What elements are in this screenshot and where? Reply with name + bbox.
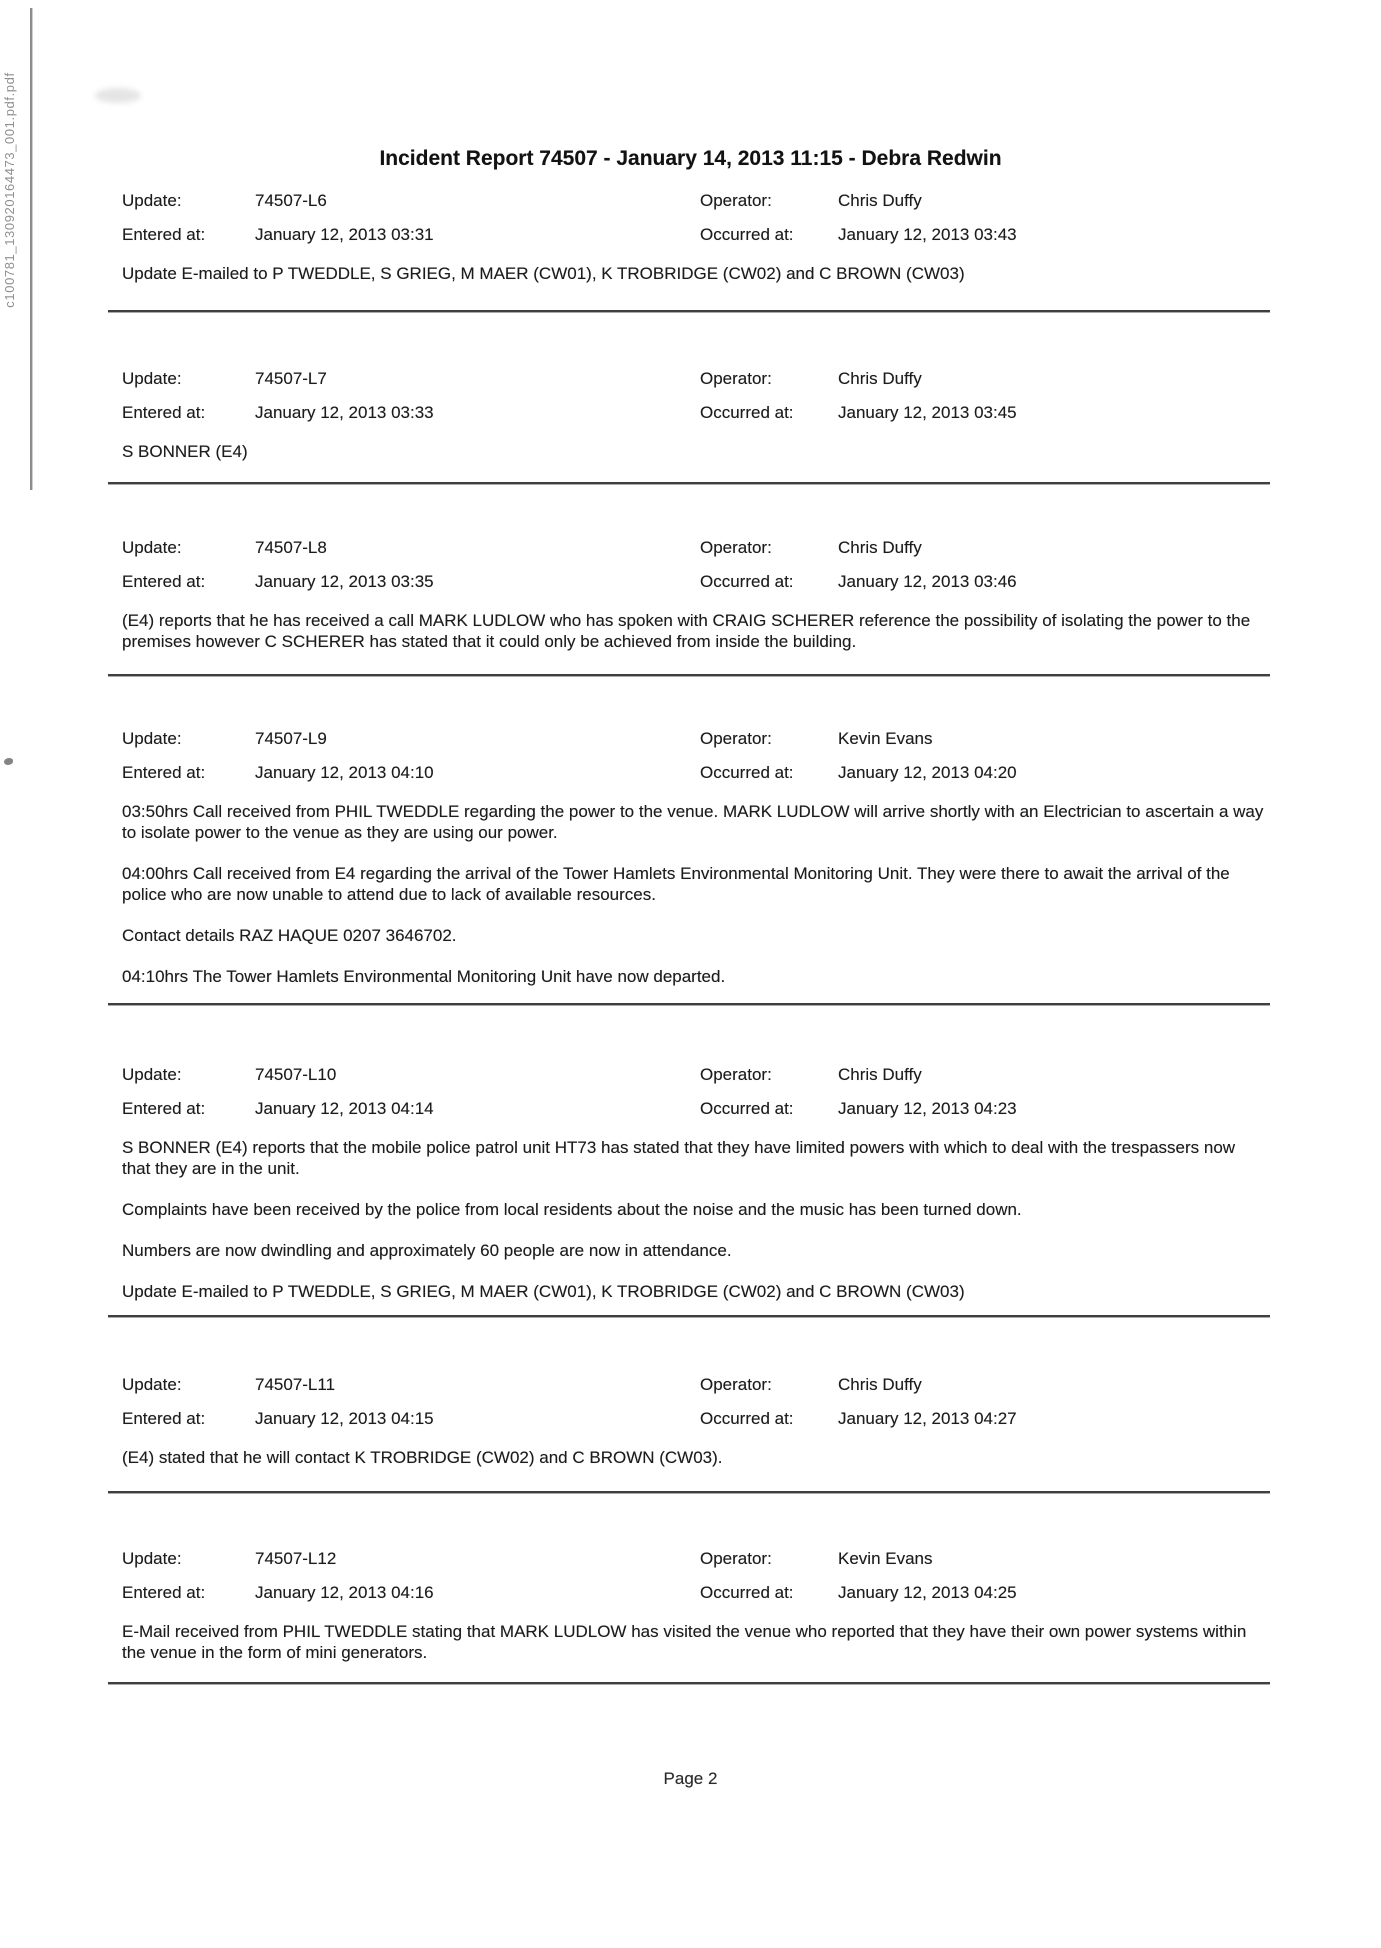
occurred-at-value: January 12, 2013 04:27	[838, 1409, 1017, 1428]
entry-body	[122, 441, 1268, 482]
operator-value: Chris Duffy	[838, 191, 922, 210]
update-value: 74507-L12	[255, 1549, 337, 1568]
operator-label: Operator:	[700, 1065, 772, 1084]
entered-at-label: Entered at:	[122, 225, 206, 244]
occurred-at-label: Occurred at:	[700, 403, 794, 422]
update-entry-l10	[100, 1064, 1270, 1301]
entered-at-label: Entered at:	[122, 1583, 206, 1602]
operator-value: Chris Duffy	[838, 1065, 922, 1084]
entered-at-value: January 12, 2013 03:35	[255, 572, 434, 591]
entered-at-value: January 12, 2013 04:14	[255, 1099, 434, 1118]
scan-speck	[4, 758, 13, 765]
operator-value: Kevin Evans	[838, 1549, 933, 1568]
entry-body	[122, 1621, 1268, 1683]
operator-value: Chris Duffy	[838, 369, 922, 388]
section-divider	[108, 1315, 1270, 1318]
occurred-at-label: Occurred at:	[700, 225, 794, 244]
entry-paragraph: S BONNER (E4)	[122, 442, 248, 461]
update-label: Update:	[122, 1375, 182, 1394]
entry-paragraph: Update E-mailed to P TWEDDLE, S GRIEG, M MAER (CW01), K TROBRIDGE (CW02) and C BROWN (CW03)	[122, 264, 965, 283]
update-value: 74507-L11	[255, 1375, 336, 1394]
update-label: Update:	[122, 538, 182, 557]
entry-body	[122, 1447, 1268, 1488]
scan-edge-line	[30, 8, 32, 490]
entry-body	[122, 801, 1268, 1007]
operator-label: Operator:	[700, 369, 772, 388]
entry-paragraph: S BONNER (E4) reports that the mobile police patrol unit HT73 has stated that they have limited powers with which to deal with the trespassers now that they are in the unit.	[122, 1138, 1236, 1178]
occurred-at-value: January 12, 2013 04:23	[838, 1099, 1017, 1118]
occurred-at-label: Occurred at:	[700, 1583, 794, 1602]
entered-at-label: Entered at:	[122, 1409, 206, 1428]
scan-smudge	[95, 88, 141, 103]
entry-paragraph: E-Mail received from PHIL TWEDDLE stating that MARK LUDLOW has visited the venue who reported that they have their own power systems within the venue in the form of mini generators.	[122, 1622, 1247, 1662]
update-value: 74507-L7	[255, 369, 327, 388]
entered-at-label: Entered at:	[122, 1099, 206, 1118]
operator-label: Operator:	[700, 1375, 772, 1394]
section-divider	[108, 1682, 1270, 1685]
update-entry-l11	[100, 1374, 1270, 1467]
update-entry-l9	[100, 728, 1270, 986]
occurred-at-value: January 12, 2013 03:43	[838, 225, 1017, 244]
operator-label: Operator:	[700, 538, 772, 557]
operator-value: Kevin Evans	[838, 729, 933, 748]
update-entry-l7	[100, 368, 1270, 461]
update-value: 74507-L6	[255, 191, 327, 210]
section-divider	[108, 1003, 1270, 1006]
sidebar-filename: c100781_130920164473_001.pdf.pdf	[2, 72, 17, 308]
entered-at-value: January 12, 2013 04:15	[255, 1409, 434, 1428]
update-value: 74507-L9	[255, 729, 327, 748]
operator-label: Operator:	[700, 191, 772, 210]
occurred-at-label: Occurred at:	[700, 763, 794, 782]
update-value: 74507-L10	[255, 1065, 337, 1084]
entry-paragraph: (E4) stated that he will contact K TROBRIDGE (CW02) and C BROWN (CW03).	[122, 1448, 723, 1467]
section-divider	[108, 674, 1270, 677]
section-divider	[108, 482, 1270, 485]
update-label: Update:	[122, 729, 182, 748]
update-entry-l8	[100, 537, 1270, 651]
entered-at-value: January 12, 2013 03:31	[255, 225, 434, 244]
occurred-at-value: January 12, 2013 04:20	[838, 763, 1017, 782]
report-title: Incident Report 74507 - January 14, 2013 11:15 - Debra Redwin	[379, 147, 1002, 170]
update-label: Update:	[122, 1065, 182, 1084]
update-label: Update:	[122, 191, 182, 210]
entered-at-value: January 12, 2013 03:33	[255, 403, 434, 422]
entered-at-label: Entered at:	[122, 572, 206, 591]
occurred-at-value: January 12, 2013 03:45	[838, 403, 1017, 422]
update-label: Update:	[122, 1549, 182, 1568]
entry-body	[122, 263, 1268, 304]
occurred-at-label: Occurred at:	[700, 572, 794, 591]
entry-paragraph: Complaints have been received by the police from local residents about the noise and the music has been turned down.	[122, 1200, 1022, 1219]
entered-at-label: Entered at:	[122, 763, 206, 782]
update-value: 74507-L8	[255, 538, 327, 557]
operator-label: Operator:	[700, 1549, 772, 1568]
entry-paragraph: Numbers are now dwindling and approximately 60 people are now in attendance.	[122, 1241, 732, 1260]
entry-body	[122, 610, 1268, 672]
entry-paragraph: 04:00hrs Call received from E4 regarding the arrival of the Tower Hamlets Environmental Monitoring Unit. They were there to await the arrival of the police who are now unable to attend due to lack of available resources.	[122, 864, 1230, 904]
entry-paragraph: Update E-mailed to P TWEDDLE, S GRIEG, M MAER (CW01), K TROBRIDGE (CW02) and C BROWN (CW03)	[122, 1282, 965, 1301]
section-divider	[108, 1491, 1270, 1494]
operator-label: Operator:	[700, 729, 772, 748]
section-divider	[108, 310, 1270, 313]
entered-at-label: Entered at:	[122, 403, 206, 422]
occurred-at-label: Occurred at:	[700, 1409, 794, 1428]
entry-paragraph: 03:50hrs Call received from PHIL TWEDDLE regarding the power to the venue. MARK LUDLOW will arrive shortly with an Electrician to ascertain a way to isolate power to the venue as they are using our power.	[122, 802, 1264, 842]
entered-at-value: January 12, 2013 04:10	[255, 763, 434, 782]
occurred-at-label: Occurred at:	[700, 1099, 794, 1118]
entered-at-value: January 12, 2013 04:16	[255, 1583, 434, 1602]
entry-body	[122, 1137, 1268, 1322]
update-entry-l6	[100, 190, 1270, 283]
operator-value: Chris Duffy	[838, 538, 922, 557]
occurred-at-value: January 12, 2013 03:46	[838, 572, 1017, 591]
page-number: Page 2	[663, 1769, 718, 1788]
update-label: Update:	[122, 369, 182, 388]
update-entry-l12	[100, 1548, 1270, 1662]
operator-value: Chris Duffy	[838, 1375, 922, 1394]
entry-paragraph: 04:10hrs The Tower Hamlets Environmental Monitoring Unit have now departed.	[122, 967, 726, 986]
entry-paragraph: Contact details RAZ HAQUE 0207 3646702.	[122, 926, 457, 945]
occurred-at-value: January 12, 2013 04:25	[838, 1583, 1017, 1602]
entry-paragraph: (E4) reports that he has received a call MARK LUDLOW who has spoken with CRAIG SCHERER reference the possibility of isolating the power to the premises however C SCHERER has stated that it could only be achieved from inside the building.	[122, 611, 1251, 651]
